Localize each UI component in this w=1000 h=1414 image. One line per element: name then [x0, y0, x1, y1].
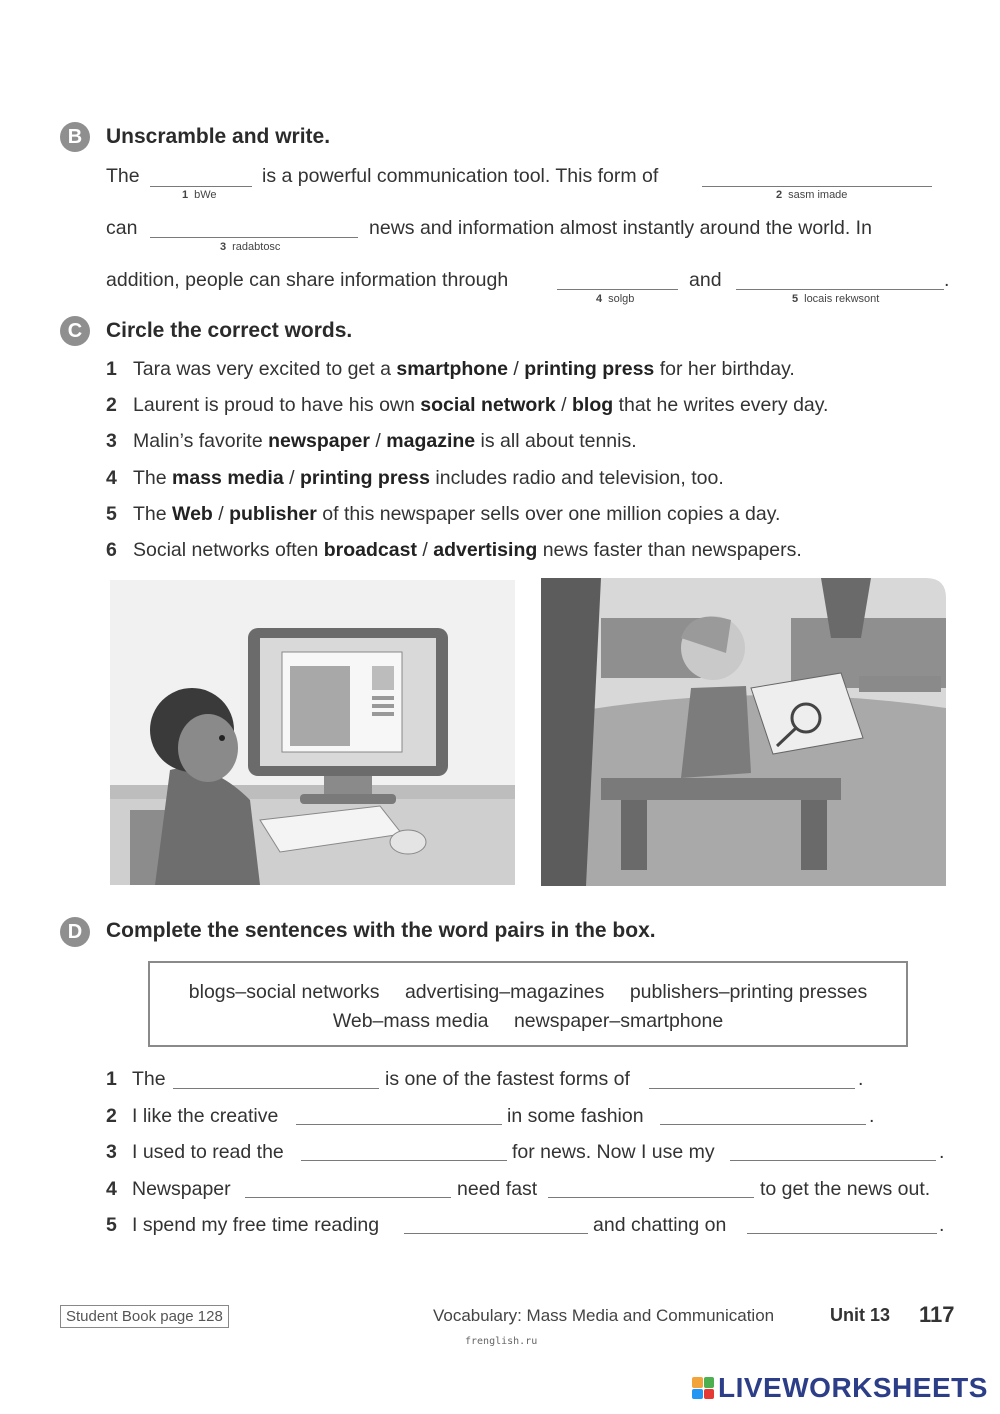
girl-park-illustration: [541, 578, 946, 886]
c-sentence-end: includes radio and television, too.: [429, 467, 724, 489]
d-item-4-a: Newspaper: [132, 1178, 231, 1200]
c-option-2[interactable]: publisher: [229, 503, 317, 525]
c-option-separator: /: [370, 430, 387, 452]
d-item-number: 2: [106, 1105, 117, 1127]
d-item-number: 3: [106, 1141, 117, 1163]
d-blank-2b[interactable]: [660, 1124, 866, 1125]
c-item-5-sentence: [133, 503, 780, 526]
c-option-2[interactable]: magazine: [386, 430, 476, 452]
c-option-1[interactable]: smartphone: [396, 358, 508, 380]
d-item-2-a: I like the creative: [132, 1105, 279, 1127]
girl-figure: [681, 616, 751, 778]
word-pair: Web–mass media: [332, 1010, 489, 1032]
d-item-1-b: is one of the fastest forms of: [385, 1068, 630, 1090]
watermark: frenglish.ru: [465, 1336, 538, 1347]
c-option-1[interactable]: mass media: [172, 467, 284, 489]
c-item-1-sentence: [133, 358, 795, 381]
c-item-number: 6: [106, 539, 117, 561]
liveworksheets-logo-icon: [692, 1377, 714, 1399]
c-item-number: 3: [106, 430, 117, 452]
d-item-5-a: I spend my free time reading: [132, 1214, 380, 1236]
d-blank-5a[interactable]: [404, 1233, 588, 1234]
d-item-4-c: to get the news out.: [760, 1178, 931, 1200]
b-line1-a: The: [106, 165, 140, 187]
d-blank-3a[interactable]: [301, 1160, 507, 1161]
c-item-number: 5: [106, 503, 117, 525]
c-item-3-sentence: [133, 430, 637, 453]
d-item-number: 1: [106, 1068, 117, 1090]
b-blank-3[interactable]: [150, 237, 358, 238]
b-line1-b: is a powerful communication tool. This form of: [262, 165, 659, 187]
c-option-separator: /: [555, 394, 572, 416]
section-c-title: Circle the correct words.: [106, 319, 353, 342]
section-b-title: Unscramble and write.: [106, 125, 331, 148]
b-hint-5: 5 locais rekwsont: [792, 293, 880, 305]
b-blank-5[interactable]: [736, 289, 944, 290]
c-sentence-start: Laurent is proud to have his own: [133, 394, 421, 416]
c-option-2[interactable]: printing press: [299, 467, 430, 489]
c-option-1[interactable]: Web: [172, 503, 213, 525]
d-blank-1b[interactable]: [649, 1088, 855, 1089]
word-pair: advertising–magazines: [404, 981, 605, 1003]
d-item-2-b: in some fashion: [507, 1105, 644, 1127]
student-book-reference: Student Book page 128: [60, 1305, 229, 1328]
d-item-3-b: for news. Now I use my: [512, 1141, 715, 1163]
d-item-4-b: need fast: [457, 1178, 538, 1200]
d-item-number: 5: [106, 1214, 117, 1236]
boy-computer-illustration: [110, 580, 515, 885]
c-sentence-end: that he writes every day.: [613, 394, 829, 416]
box-row-2: [150, 1010, 906, 1033]
b-line3-c: .: [944, 269, 950, 291]
c-sentence-start: Tara was very excited to get a: [133, 358, 397, 380]
c-sentence-start: The: [133, 503, 173, 525]
b-hint-2: 2 sasm imade: [776, 189, 848, 201]
page-number: 117: [919, 1302, 955, 1327]
d-item-2-c: .: [869, 1105, 875, 1127]
d-blank-3b[interactable]: [730, 1160, 936, 1161]
d-item-3-a: I used to read the: [132, 1141, 284, 1163]
liveworksheets-wordmark: LIVEWORKSHEETS: [718, 1372, 988, 1403]
b-line3-b: and: [689, 269, 722, 291]
d-blank-4b[interactable]: [548, 1197, 754, 1198]
d-item-5-c: .: [939, 1214, 945, 1236]
section-d-badge: D: [60, 917, 90, 947]
d-item-number: 4: [106, 1178, 117, 1200]
section-d-title: Complete the sentences with the word pairs in the box.: [106, 919, 656, 942]
d-blank-5b[interactable]: [747, 1233, 937, 1234]
d-blank-4a[interactable]: [245, 1197, 451, 1198]
c-sentence-end: news faster than newspapers.: [537, 539, 802, 561]
d-item-1-a: The: [132, 1068, 166, 1090]
c-option-separator: /: [416, 539, 434, 561]
c-sentence-start: Malin’s favorite: [133, 430, 269, 452]
c-option-separator: /: [283, 467, 300, 489]
b-line2-b: news and information almost instantly around the world. In: [369, 217, 872, 239]
c-option-1[interactable]: social network: [420, 394, 556, 416]
footer-vocabulary-title: Vocabulary: Mass Media and Communication: [433, 1306, 775, 1325]
c-option-2[interactable]: blog: [572, 394, 614, 416]
c-sentence-end: for her birthday.: [654, 358, 795, 380]
b-hint-1: 1 bWe: [182, 189, 217, 201]
c-sentence-start: The: [133, 467, 173, 489]
b-hint-4: 4 solgb: [596, 293, 635, 305]
c-item-2-sentence: [133, 394, 828, 417]
c-item-4-sentence: [133, 467, 724, 490]
b-line3-a: addition, people can share information through: [106, 269, 509, 291]
d-blank-1a[interactable]: [173, 1088, 379, 1089]
c-option-2[interactable]: advertising: [433, 539, 538, 561]
c-option-1[interactable]: broadcast: [323, 539, 417, 561]
word-pair: publishers–printing presses: [629, 981, 868, 1003]
c-option-1[interactable]: newspaper: [268, 430, 370, 452]
footer-unit: Unit 13: [830, 1305, 891, 1325]
c-sentence-end: is all about tennis.: [475, 430, 637, 452]
c-item-6-sentence: [133, 539, 802, 562]
c-item-number: 2: [106, 394, 117, 416]
b-blank-4[interactable]: [557, 289, 678, 290]
word-pairs-box: [148, 961, 908, 1047]
d-item-3-c: .: [939, 1141, 945, 1163]
section-c-badge: C: [60, 316, 90, 346]
box-row-1: [150, 981, 906, 1004]
c-option-separator: /: [212, 503, 230, 525]
liveworksheets-brand[interactable]: [692, 1372, 988, 1404]
b-line2-a: can: [106, 217, 138, 239]
section-b-badge: B: [60, 122, 90, 152]
b-hint-3: 3 radabtosc: [220, 241, 281, 253]
d-item-5-b: and chatting on: [593, 1214, 727, 1236]
b-blank-1[interactable]: [150, 186, 252, 187]
c-sentence-start: Social networks often: [133, 539, 324, 561]
d-blank-2a[interactable]: [296, 1124, 502, 1125]
c-item-number: 1: [106, 358, 117, 380]
c-sentence-end: of this newspaper sells over one million copies a day.: [316, 503, 781, 525]
word-pair: blogs–social networks: [188, 981, 380, 1003]
b-blank-2[interactable]: [702, 186, 932, 187]
c-item-number: 4: [106, 467, 117, 489]
word-pair: newspaper–smartphone: [513, 1010, 724, 1032]
d-item-1-c: .: [858, 1068, 864, 1090]
c-option-separator: /: [507, 358, 525, 380]
c-option-2[interactable]: printing press: [524, 358, 655, 380]
